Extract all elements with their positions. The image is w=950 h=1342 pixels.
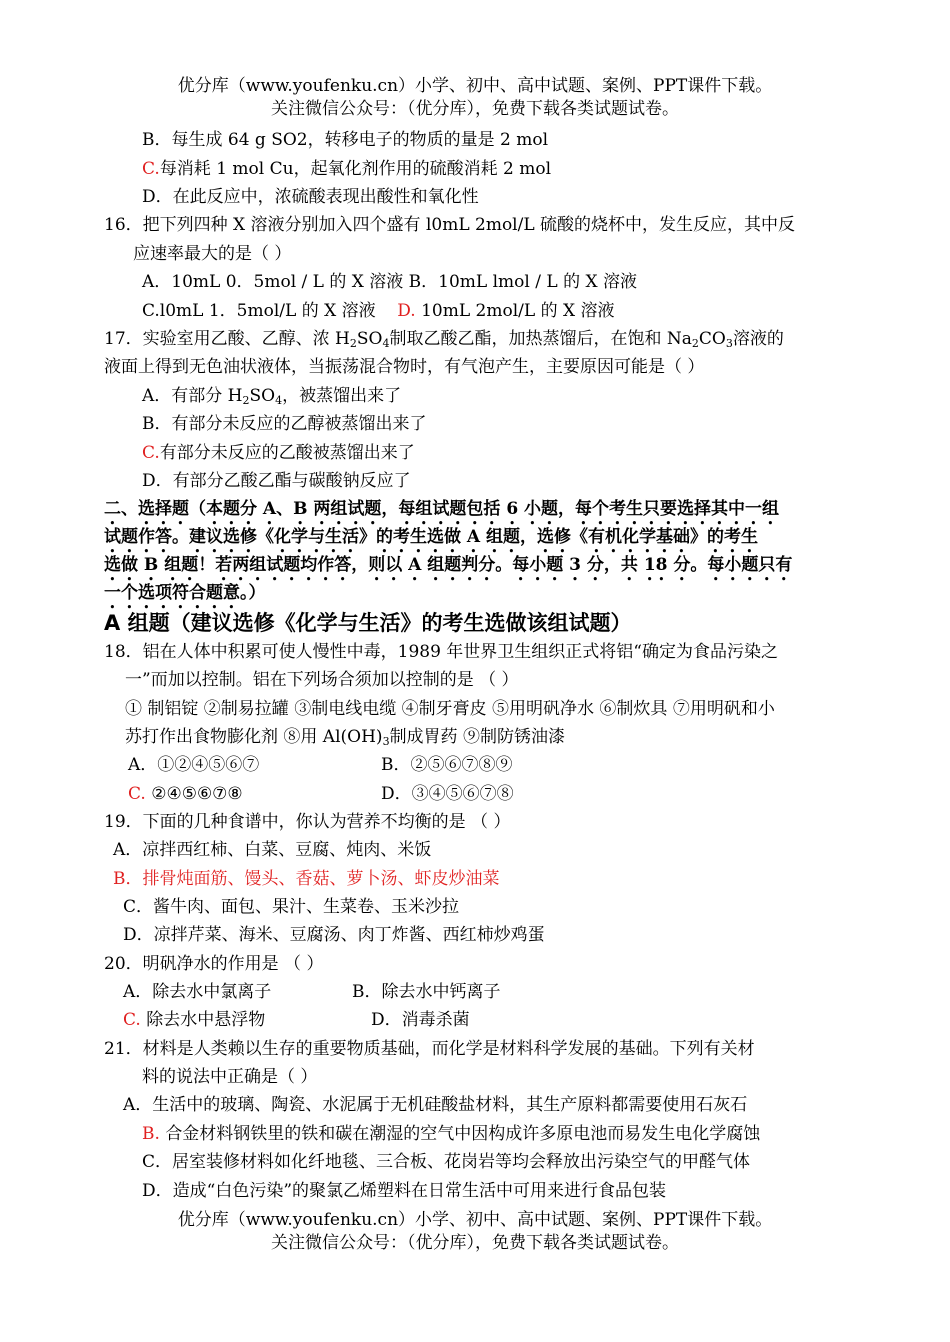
items-list-cont: 苏打作出食物膨化剂 ⑧用 $Al(OH)_3$制成胃药 ⑨制防锈油漆 — [125, 727, 565, 748]
question-stem-cont: 应速率最大的是（ ） — [133, 244, 292, 264]
answer-letter: D. — [397, 301, 416, 321]
answer-letter: C. — [128, 784, 146, 804]
option-b: B．②⑤⑥⑦⑧⑨ — [381, 755, 513, 775]
option-b: B. 合金材料钢铁里的铁和碳在潮湿的空气中因构成许多原电池而易发生电化学腐蚀 — [142, 1124, 761, 1144]
option-d: D．凉拌芹菜、海米、豆腐汤、肉丁炸酱、西红柿炒鸡蛋 — [123, 925, 545, 945]
option-d: D．造成“白色污染”的聚氯乙烯塑料在日常生活中可用来进行食品包装 — [142, 1181, 667, 1201]
answer-letter: C. — [123, 1010, 141, 1030]
options-cd: C.l0mL 1．5mol/L 的 X 溶液 D. 10mL 2mol/L 的 X 溶液 — [142, 301, 615, 321]
answer-letter: B. — [142, 1124, 160, 1144]
answer-letter: C. — [142, 443, 160, 463]
question-stem: 16．把下列四种 X 溶液分别加入四个盛有 l0mL 2mol/L 硫酸的烧杯中，发生反应，其中反 — [104, 215, 796, 235]
option-c: C．酱牛肉、面包、果汁、生菜卷、玉米沙拉 — [123, 897, 460, 917]
option-a: A．除去水中氯离子 — [123, 982, 272, 1002]
option-b: B．每生成 64 g SO2，转移电子的物质的量是 2 mol — [142, 130, 549, 150]
option-d: D．消毒杀菌 — [371, 1010, 470, 1030]
option-a: A．有部分 $H_2SO_4$，被蒸馏出来了 — [142, 386, 402, 407]
footer-line-1: 优分库（www.youfenku.cn）小学、初中、高中试题、案例、PPT课件下载。 — [177, 1210, 773, 1230]
question-stem-cont: 液面上得到无色油状液体，当振荡混合物时，有气泡产生，主要原因可能是（ ） — [104, 357, 705, 377]
option-b-answer: B．排骨炖面筋、馒头、香菇、萝卜汤、虾皮炒油菜 — [113, 869, 500, 889]
option-b: B．除去水中钙离子 — [352, 982, 501, 1002]
option-c: C.有部分未反应的乙酸被蒸馏出来了 — [142, 443, 415, 463]
header-line-1: 优分库（www.youfenku.cn）小学、初中、高中试题、案例、PPT课件下载。 — [177, 76, 773, 96]
section-line-4: 一个选项符合题意。） — [104, 583, 266, 603]
question-stem: 20．明矾净水的作用是 （ ） — [104, 954, 324, 974]
option-c: C. ②④⑤⑥⑦⑧ — [128, 784, 243, 804]
items-list: ① 制铝锭 ②制易拉罐 ③制电线电缆 ④制牙膏皮 ⑤用明矾净水 ⑥制炊具 ⑦用明矾和小 — [125, 699, 775, 719]
option-d: D．③④⑤⑥⑦⑧ — [381, 784, 514, 804]
question-stem: 21．材料是人类赖以生存的重要物质基础，而化学是材料科学发展的基础。下列有关材 — [104, 1039, 755, 1059]
option-c: C. 除去水中悬浮物 — [123, 1010, 266, 1030]
question-stem-cont: 料的说法中正确是（ ） — [142, 1067, 318, 1087]
question-stem-cont: 一”而加以控制。铝在下列场合须加以控制的是 （ ） — [125, 670, 519, 690]
section-line-3: 选做 B 组题！若两组试题均作答，则以 A 组题判分。每小题 3 分，共 18 分。每小题只有 — [104, 555, 793, 575]
section-line-2: 试题作答。建议选修《化学与生活》的考生选做 A 组题，选修《有机化学基础》的考生 — [104, 527, 759, 547]
footer-line-2: 关注微信公众号：（优分库），免费下载各类试题试卷。 — [271, 1233, 679, 1253]
option-b: B．有部分未反应的乙醇被蒸馏出来了 — [142, 414, 427, 434]
answer-letter: C. — [142, 159, 160, 179]
question-stem: 19．下面的几种食谱中，你认为营养不均衡的是 （ ） — [104, 812, 511, 832]
option-c: C.每消耗 1 mol Cu，起氧化剂作用的硫酸消耗 2 mol — [142, 159, 552, 179]
question-stem: 17．实验室用乙酸、乙醇、浓 $H_2SO_4$制取乙酸乙酯，加热蒸馏后，在饱和 $Na_2CO_3$溶液的 — [104, 329, 784, 350]
header-line-2: 关注微信公众号：（优分库），免费下载各类试题试卷。 — [271, 99, 679, 119]
options-ab: A．10mL 0．5mol / L 的 X 溶液 B．10mL lmol / L 的 X 溶液 — [142, 272, 637, 292]
option-d: D．在此反应中，浓硫酸表现出酸性和氧化性 — [142, 187, 479, 207]
group-a-heading: A 组题（建议选修《化学与生活》的考生选做该组试题） — [104, 611, 632, 635]
question-stem: 18．铝在人体中积累可使人慢性中毒，1989 年世界卫生组织正式将铝“确定为食品污染之 — [104, 642, 778, 662]
option-a: A．生活中的玻璃、陶瓷、水泥属于无机硅酸盐材料，其生产原料都需要使用石灰石 — [123, 1095, 748, 1115]
option-d: D．有部分乙酸乙酯与碳酸钠反应了 — [142, 471, 411, 491]
option-a: A．凉拌西红柿、白菜、豆腐、炖肉、米饭 — [113, 840, 432, 860]
option-c: C．居室装修材料如化纤地毯、三合板、花岗岩等均会释放出污染空气的甲醛气体 — [142, 1152, 751, 1172]
option-a: A．①②④⑤⑥⑦ — [128, 755, 260, 775]
section-line-1: 二、选择题（本题分 A、B 两组试题，每组试题包括 6 小题，每个考生只要选择其中一组 — [104, 499, 780, 519]
